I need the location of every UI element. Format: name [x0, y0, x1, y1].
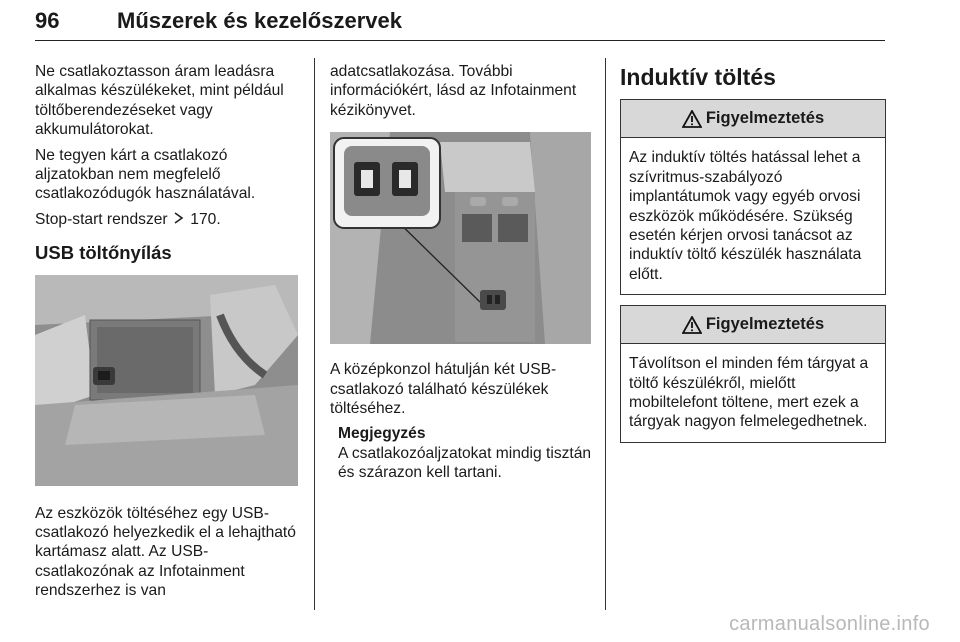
photo-caption: Az eszközök töltéséhez egy USB-csatlakozó helyezkedik el a lehajtható kartámasz alatt. Az USB-csatlakozónak az Infotainment rendszerhez is van — [35, 504, 296, 600]
note-title: Megjegyzés — [338, 425, 426, 443]
cross-reference[interactable] — [35, 210, 305, 229]
reference-page: 170. — [190, 210, 221, 228]
rear-console-usb-photo — [330, 132, 591, 344]
section-heading: USB töltőnyílás — [35, 242, 172, 264]
column-1 — [35, 62, 305, 607]
warning-triangle-icon — [682, 316, 702, 334]
warning-box — [620, 99, 886, 295]
warning-triangle-icon — [682, 110, 702, 128]
note-box — [338, 424, 600, 482]
paragraph: Ne csatlakoztasson áram leadásra alkalmas készülékeket, mint például töltőberendezéseket vagy akkumulátorokat. — [35, 63, 284, 139]
warning-title: Figyelmeztetés — [705, 315, 825, 334]
watermark: carmanualsonline.info — [729, 613, 930, 635]
note-text: A csatlakozóaljzatokat mindig tisztán és szárazon kell tartani. — [338, 444, 592, 482]
page-number: 96 — [35, 8, 60, 33]
section-heading: Induktív töltés — [620, 64, 776, 90]
column-2 — [330, 62, 600, 483]
warning-text: Az induktív töltés hatással lehet a szívritmus-szabályozó implantátumok vagy egyéb orvosi eszközök működésére. Szükség esetén kérjen orvosi tanácsot az induktív töltő készülék használata előtt. — [629, 149, 862, 283]
paragraph: Ne tegyen kárt a csatlakozó aljzatokban nem megfelelő csatlakozódugók használatával. — [35, 146, 256, 203]
usb-armrest-photo — [35, 275, 298, 486]
page-header — [35, 6, 885, 41]
warning-box — [620, 305, 886, 443]
warning-text: Távolítson el minden fém tárgyat a töltő készülékről, mielőtt mobiltelefont töltene, mert ezek a tárgyak nagyon felmelegedhetnek. — [629, 355, 869, 431]
warning-header — [621, 306, 885, 344]
page-title: Műszerek és kezelőszervek — [117, 8, 402, 33]
reference-text: Stop-start rendszer — [35, 210, 168, 228]
warning-title: Figyelmeztetés — [705, 109, 825, 128]
column-divider — [605, 58, 606, 610]
paragraph: adatcsatlakozása. További információkért, lásd az Infotainment kézikönyvet. — [330, 63, 577, 119]
warning-header — [621, 100, 885, 138]
photo-caption: A középkonzol hátulján két USB-csatlakozó található készülékek töltéséhez. — [330, 361, 557, 418]
column-3 — [620, 62, 886, 453]
arrow-reference-icon — [172, 211, 186, 225]
column-divider — [314, 58, 315, 610]
